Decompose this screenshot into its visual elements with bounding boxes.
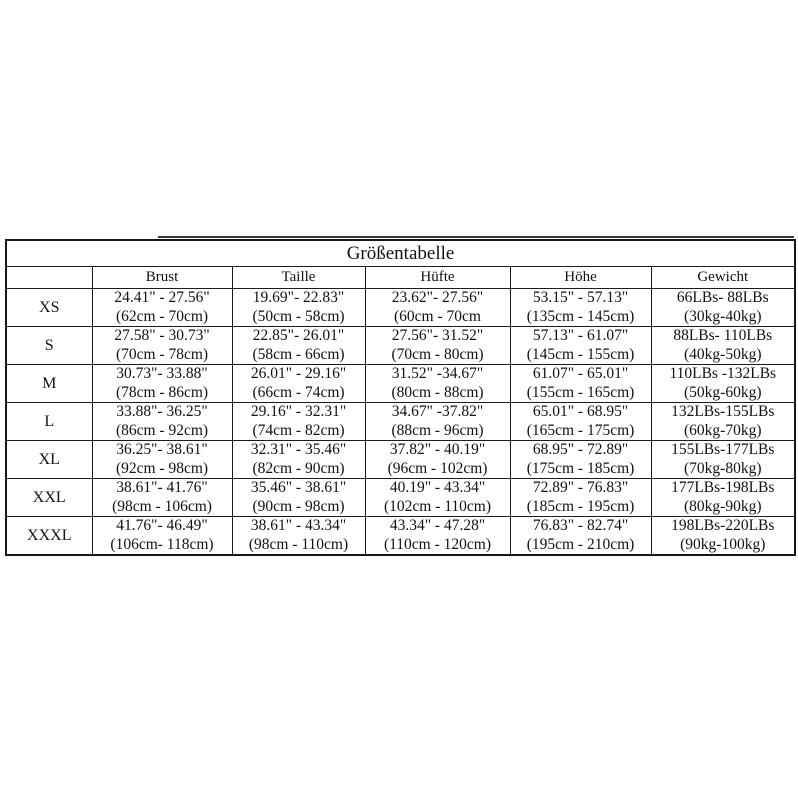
range-inches: 40.19" - 43.34"	[389, 479, 486, 496]
size-row-m	[6, 365, 795, 403]
size-chart-body	[6, 289, 795, 556]
range-metric: (40kg-50kg)	[684, 345, 762, 363]
column-header-row	[6, 267, 795, 289]
range-metric: (145cm - 155cm)	[526, 345, 635, 363]
column-header-hufte: Hüfte	[365, 267, 510, 289]
cell-taille	[232, 403, 365, 441]
cell-hufte	[365, 365, 510, 403]
range-inches: 65.01" - 68.95"	[532, 403, 629, 420]
column-header-hohe: Höhe	[510, 267, 651, 289]
range-metric: (78cm - 86cm)	[115, 383, 209, 401]
cell-hohe	[510, 365, 651, 403]
table-title: Größentabelle	[6, 240, 795, 267]
range-metric: (185cm - 195cm)	[526, 497, 635, 515]
cell-taille	[232, 289, 365, 327]
range-metric: (62cm - 70cm)	[115, 307, 209, 325]
range-inches: 22.85"- 26.01"	[252, 327, 345, 344]
size-row-s	[6, 327, 795, 365]
range-inches: 88LBs- 110LBs	[673, 327, 773, 344]
size-label: XXL	[6, 479, 92, 517]
cell-hufte	[365, 403, 510, 441]
range-inches: 34.67" -37.82"	[391, 403, 484, 420]
size-row-l	[6, 403, 795, 441]
range-metric: (60cm - 70cm	[394, 307, 481, 325]
range-metric: (58cm - 66cm)	[252, 345, 345, 363]
range-inches: 31.52" -34.67"	[391, 365, 484, 382]
cell-hufte	[365, 441, 510, 479]
range-inches: 19.69"- 22.83"	[252, 289, 345, 306]
cell-hohe	[510, 403, 651, 441]
cell-gewicht	[651, 365, 795, 403]
range-inches: 32.31" - 35.46"	[250, 441, 347, 458]
size-label: XXXL	[6, 517, 92, 556]
size-label: M	[6, 365, 92, 403]
cell-hohe	[510, 517, 651, 556]
range-metric: (195cm - 210cm)	[526, 535, 635, 553]
range-metric: (110cm - 120cm)	[383, 535, 492, 553]
range-inches: 68.95" - 72.89"	[532, 441, 629, 458]
range-metric: (86cm - 92cm)	[115, 421, 209, 439]
cell-taille	[232, 441, 365, 479]
size-label: S	[6, 327, 92, 365]
range-inches: 38.61"- 41.76"	[116, 479, 208, 496]
cell-hufte	[365, 327, 510, 365]
range-inches: 30.73"- 33.88"	[116, 365, 208, 382]
cell-taille	[232, 479, 365, 517]
cell-brust	[92, 517, 232, 556]
column-header-brust: Brust	[92, 267, 232, 289]
range-inches: 27.58" - 30.73"	[114, 327, 210, 344]
range-inches: 26.01" - 29.16"	[250, 365, 347, 382]
cell-brust	[92, 479, 232, 517]
cell-hohe	[510, 289, 651, 327]
cell-gewicht	[651, 403, 795, 441]
range-metric: (88cm - 96cm)	[391, 421, 484, 439]
range-metric: (90kg-100kg)	[680, 535, 766, 553]
range-metric: (92cm - 98cm)	[115, 459, 209, 477]
column-header-taille: Taille	[232, 267, 365, 289]
size-label: XS	[6, 289, 92, 327]
cell-gewicht	[651, 479, 795, 517]
cell-hufte	[365, 517, 510, 556]
range-metric: (60kg-70kg)	[684, 421, 762, 439]
range-inches: 35.46" - 38.61"	[250, 479, 347, 496]
column-header-gewicht: Gewicht	[651, 267, 795, 289]
range-inches: 132LBs-155LBs	[671, 403, 775, 420]
column-header-size	[6, 267, 92, 289]
range-inches: 33.88"- 36.25"	[116, 403, 208, 420]
range-metric: (70cm - 78cm)	[115, 345, 209, 363]
cell-hohe	[510, 479, 651, 517]
range-metric: (175cm - 185cm)	[526, 459, 635, 477]
range-inches: 198LBs-220LBs	[671, 517, 775, 534]
range-metric: (80kg-90kg)	[684, 497, 762, 515]
size-row-xxxl	[6, 517, 795, 556]
cell-hohe	[510, 327, 651, 365]
range-metric: (82cm - 90cm)	[252, 459, 345, 477]
range-metric: (50cm - 58cm)	[252, 307, 345, 325]
size-row-xxl	[6, 479, 795, 517]
range-inches: 57.13" - 61.07"	[532, 327, 629, 344]
range-metric: (66cm - 74cm)	[252, 383, 345, 401]
range-metric: (98cm - 110cm)	[248, 535, 349, 553]
range-inches: 36.25"- 38.61"	[116, 441, 208, 458]
range-inches: 41.76"- 46.49"	[116, 517, 208, 534]
scan-artifact-line	[158, 236, 794, 238]
range-metric: (74cm - 82cm)	[252, 421, 345, 439]
range-metric: (70kg-80kg)	[684, 459, 762, 477]
cell-taille	[232, 365, 365, 403]
range-inches: 177LBs-198LBs	[671, 479, 775, 496]
range-inches: 29.16" - 32.31"	[250, 403, 347, 420]
range-inches: 66LBs- 88LBs	[676, 289, 769, 306]
cell-gewicht	[651, 327, 795, 365]
cell-brust	[92, 403, 232, 441]
size-label: XL	[6, 441, 92, 479]
title-row	[6, 240, 795, 267]
range-inches: 110LBs -132LBs	[669, 365, 777, 382]
size-row-xs	[6, 289, 795, 327]
range-metric: (106cm- 118cm)	[110, 535, 214, 553]
cell-gewicht	[651, 289, 795, 327]
range-metric: (102cm - 110cm)	[383, 497, 492, 515]
range-inches: 53.15" - 57.13"	[532, 289, 629, 306]
cell-gewicht	[651, 517, 795, 556]
size-chart-table	[5, 239, 796, 556]
range-inches: 155LBs-177LBs	[671, 441, 775, 458]
range-inches: 23.62"- 27.56"	[391, 289, 484, 306]
size-label: L	[6, 403, 92, 441]
range-metric: (90cm - 98cm)	[252, 497, 345, 515]
range-inches: 27.56"- 31.52"	[391, 327, 484, 344]
cell-brust	[92, 327, 232, 365]
range-metric: (80cm - 88cm)	[391, 383, 484, 401]
range-metric: (30kg-40kg)	[684, 307, 762, 325]
cell-taille	[232, 517, 365, 556]
range-metric: (155cm - 165cm)	[526, 383, 635, 401]
cell-brust	[92, 441, 232, 479]
cell-hohe	[510, 441, 651, 479]
range-metric: (50kg-60kg)	[684, 383, 762, 401]
range-metric: (96cm - 102cm)	[387, 459, 488, 477]
range-inches: 72.89" - 76.83"	[532, 479, 629, 496]
cell-brust	[92, 365, 232, 403]
range-inches: 43.34" - 47.28"	[389, 517, 486, 534]
cell-brust	[92, 289, 232, 327]
range-metric: (98cm - 106cm)	[112, 497, 212, 515]
range-metric: (70cm - 80cm)	[391, 345, 484, 363]
size-row-xl	[6, 441, 795, 479]
range-metric: (165cm - 175cm)	[526, 421, 635, 439]
cell-hufte	[365, 289, 510, 327]
range-metric: (135cm - 145cm)	[526, 307, 635, 325]
cell-gewicht	[651, 441, 795, 479]
range-inches: 61.07" - 65.01"	[532, 365, 629, 382]
range-inches: 24.41" - 27.56"	[114, 289, 210, 306]
range-inches: 38.61" - 43.34"	[250, 517, 347, 534]
range-inches: 37.82" - 40.19"	[389, 441, 486, 458]
range-inches: 76.83" - 82.74"	[532, 517, 629, 534]
cell-hufte	[365, 479, 510, 517]
cell-taille	[232, 327, 365, 365]
